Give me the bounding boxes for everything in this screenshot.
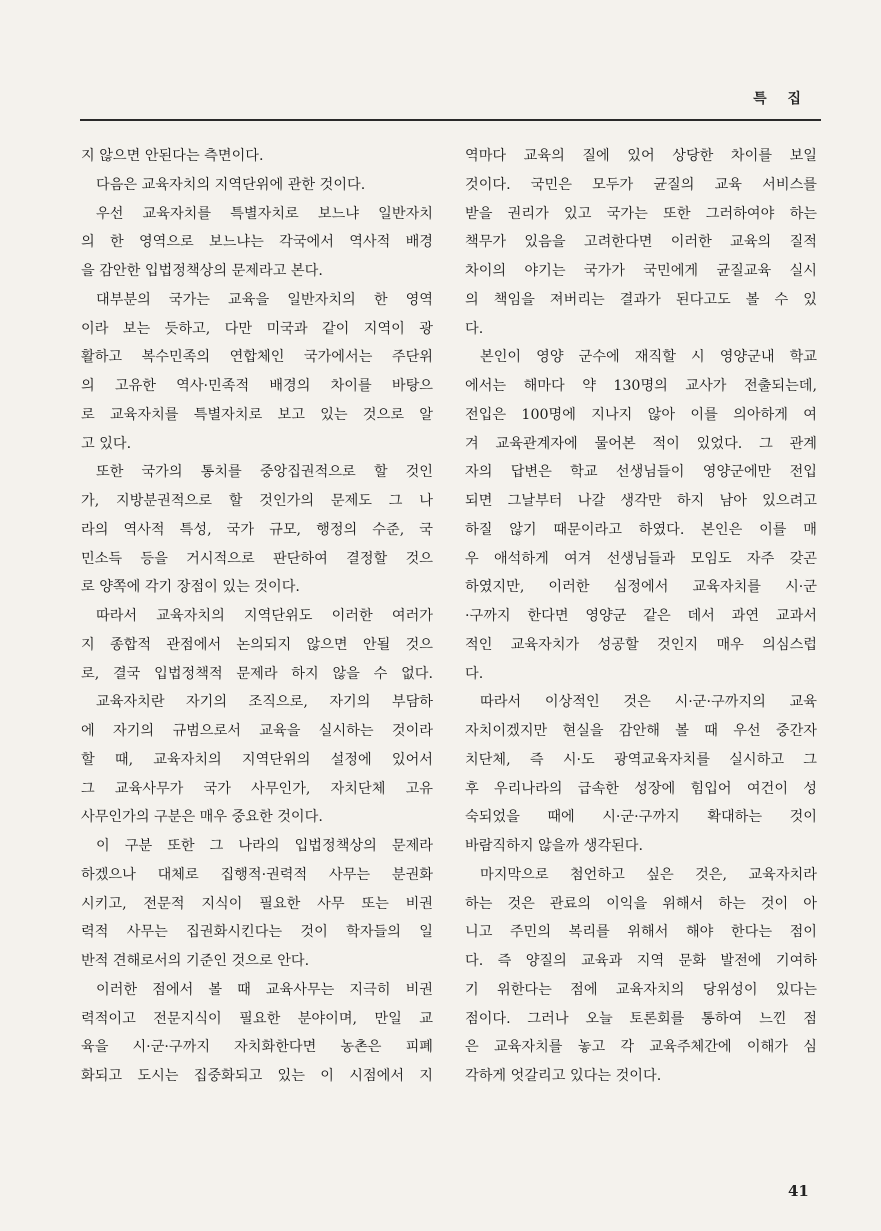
text-line: 고 있다. xyxy=(81,435,132,452)
text-line: 로, 결국 입법정책적 문제라 하지 않을 수 없다. xyxy=(81,665,433,682)
header-rule xyxy=(80,119,821,121)
text-line: 숙되었을 때에 시·군·구까지 확대하는 것이 xyxy=(465,809,817,826)
text-line: 민소득 등을 거시적으로 판단하여 결정할 것으 xyxy=(81,550,433,567)
text-line: 기 위한다는 점에 교육자치의 당위성이 있다는 xyxy=(465,981,817,998)
text-line: 가, 지방분권적으로 할 것인가의 문제도 그 나 xyxy=(81,493,433,509)
text-line: 지 종합적 관점에서 논의되지 않으면 안될 것으 xyxy=(81,636,433,653)
text-line: 것이다. 국민은 모두가 균질의 교육 서비스를 xyxy=(465,176,817,193)
text-line: 그 교육사무가 국가 사무인가, 자치단체 고유 xyxy=(81,780,433,797)
text-line: 은 교육자치를 놓고 각 교육주체간에 이해가 심 xyxy=(465,1039,817,1056)
text-line: 할 때, 교육자치의 지역단위의 설정에 있어서 xyxy=(81,751,433,768)
page-number: 41 xyxy=(788,1182,809,1200)
text-line: 하였지만, 이러한 심정에서 교육자치를 시·군 xyxy=(465,579,817,596)
text-line: 또한 국가의 통치를 중앙집권적으로 할 것인 xyxy=(96,464,433,481)
text-line: 우선 교육자치를 특별자치로 보느냐 일반자치 xyxy=(96,205,433,222)
text-line: 되면 그날부터 나갈 생각만 하지 남아 있으려고 xyxy=(465,493,817,509)
text-column-left xyxy=(81,142,433,1091)
text-line: 육을 시·군·구까지 자치화한다면 농촌은 피폐 xyxy=(81,1039,433,1056)
text-line: 하는 것은 관료의 이익을 위해서 하는 것이 아 xyxy=(465,895,817,912)
text-line: 바람직하지 않을까 생각된다. xyxy=(465,838,643,854)
text-line: 이 구분 또한 그 나라의 입법정책상의 문제라 xyxy=(96,838,433,854)
text-line: 사무인가의 구분은 매우 중요한 것이다. xyxy=(81,809,323,826)
text-line: 라의 역사적 특성, 국가 규모, 행정의 수준, 국 xyxy=(81,521,433,538)
text-line: 이라 보는 듯하고, 다만 미국과 같이 지역이 광 xyxy=(81,320,433,337)
text-line: 각하게 엇갈리고 있다는 것이다. xyxy=(465,1068,662,1084)
text-line: 전입은 100명에 지나지 않아 이를 의아하게 여 xyxy=(465,406,817,423)
text-line: 력적이고 전문지식이 필요한 분야이며, 만일 교 xyxy=(81,1010,433,1027)
text-column-right xyxy=(465,142,817,1091)
text-line: 따라서 이상적인 것은 시·군·구까지의 교육 xyxy=(480,694,817,711)
text-line: 이러한 점에서 볼 때 교육사무는 지극히 비권 xyxy=(96,981,433,998)
text-line: 역마다 교육의 질에 있어 상당한 차이를 보일 xyxy=(465,148,817,164)
text-line: 다음은 교육자치의 지역단위에 관한 것이다. xyxy=(96,176,366,193)
text-line: 하질 않기 때문이라고 하였다. 본인은 이를 매 xyxy=(465,521,817,538)
text-line: 다. xyxy=(465,320,484,337)
text-line: 로 교육자치를 특별자치로 보고 있는 것으로 알 xyxy=(81,406,433,423)
text-line: 니고 주민의 복리를 위해서 해야 한다는 점이 xyxy=(465,924,817,941)
text-line: 후 우리나라의 급속한 성장에 힘입어 여건이 성 xyxy=(465,780,817,797)
text-line: 점이다. 그러나 오늘 토론회를 통하여 느낀 점 xyxy=(465,1010,817,1027)
text-line: 치단체, 즉 시·도 광역교육자치를 실시하고 그 xyxy=(465,751,817,768)
text-line: 대부분의 국가는 교육을 일반자치의 한 영역 xyxy=(96,291,433,308)
text-line: 다. 즉 양질의 교육과 지역 문화 발전에 기여하 xyxy=(465,953,817,969)
text-line: 활하고 복수민족의 연합체인 국가에서는 주단위 xyxy=(81,349,433,366)
text-line: 받을 권리가 있고 국가는 또한 그러하여야 하는 xyxy=(465,205,817,222)
text-line: ·구까지 한다면 영양군 같은 데서 과연 교과서 xyxy=(465,608,817,624)
text-line: 마지막으로 첨언하고 싶은 것은, 교육자치라 xyxy=(480,866,817,883)
text-line: 에서는 해마다 약 130명의 교사가 전출되는데, xyxy=(465,378,817,394)
text-line: 반적 견해로서의 기준인 것으로 안다. xyxy=(81,953,310,969)
text-line: 우 애석하게 여겨 선생님들과 모임도 자주 갖곤 xyxy=(465,550,817,567)
text-line: 의 고유한 역사·민족적 배경의 차이를 바탕으 xyxy=(81,378,433,394)
text-line: 자치이겠지만 현실을 감안해 볼 때 우선 중간자 xyxy=(465,723,817,739)
text-line: 하겠으나 대체로 집행적·권력적 사무는 분권화 xyxy=(81,866,433,883)
running-head-section-title: 특 집 xyxy=(753,91,809,107)
text-line: 차이의 야기는 국가가 국민에게 균질교육 실시 xyxy=(465,263,817,279)
text-line: 로 양쪽에 각기 장점이 있는 것이다. xyxy=(81,579,300,596)
text-line: 을 감안한 입법정책상의 문제라고 본다. xyxy=(81,263,323,279)
text-line: 다. xyxy=(465,665,484,682)
text-line: 의 한 영역으로 보느냐는 각국에서 역사적 배경 xyxy=(81,234,433,251)
text-line: 교육자치란 자기의 조직으로, 자기의 부담하 xyxy=(96,694,433,711)
text-line: 책무가 있음을 고려한다면 이러한 교육의 질적 xyxy=(465,234,817,251)
text-line: 따라서 교육자치의 지역단위도 이러한 여러가 xyxy=(96,608,433,624)
text-line: 시키고, 전문적 지식이 필요한 사무 또는 비권 xyxy=(81,895,433,912)
text-line: 겨 교육관계자에 물어본 적이 있었다. 그 관계 xyxy=(465,435,817,452)
text-line: 적인 교육자치가 성공할 것인지 매우 의심스럽 xyxy=(465,636,817,653)
text-line: 본인이 영양 군수에 재직할 시 영양군내 학교 xyxy=(480,349,817,366)
text-line: 에 자기의 규범으로서 교육을 실시하는 것이라 xyxy=(81,723,433,739)
text-line: 력적 사무는 집권화시킨다는 것이 학자들의 일 xyxy=(81,924,433,941)
text-line: 화되고 도시는 집중화되고 있는 이 시점에서 지 xyxy=(81,1068,433,1084)
text-line: 의 책임을 져버리는 결과가 된다고도 볼 수 있 xyxy=(465,291,817,308)
text-line: 자의 답변은 학교 선생님들이 영양군에만 전입 xyxy=(465,464,817,481)
text-line: 지 않으면 안된다는 측면이다. xyxy=(81,148,264,164)
